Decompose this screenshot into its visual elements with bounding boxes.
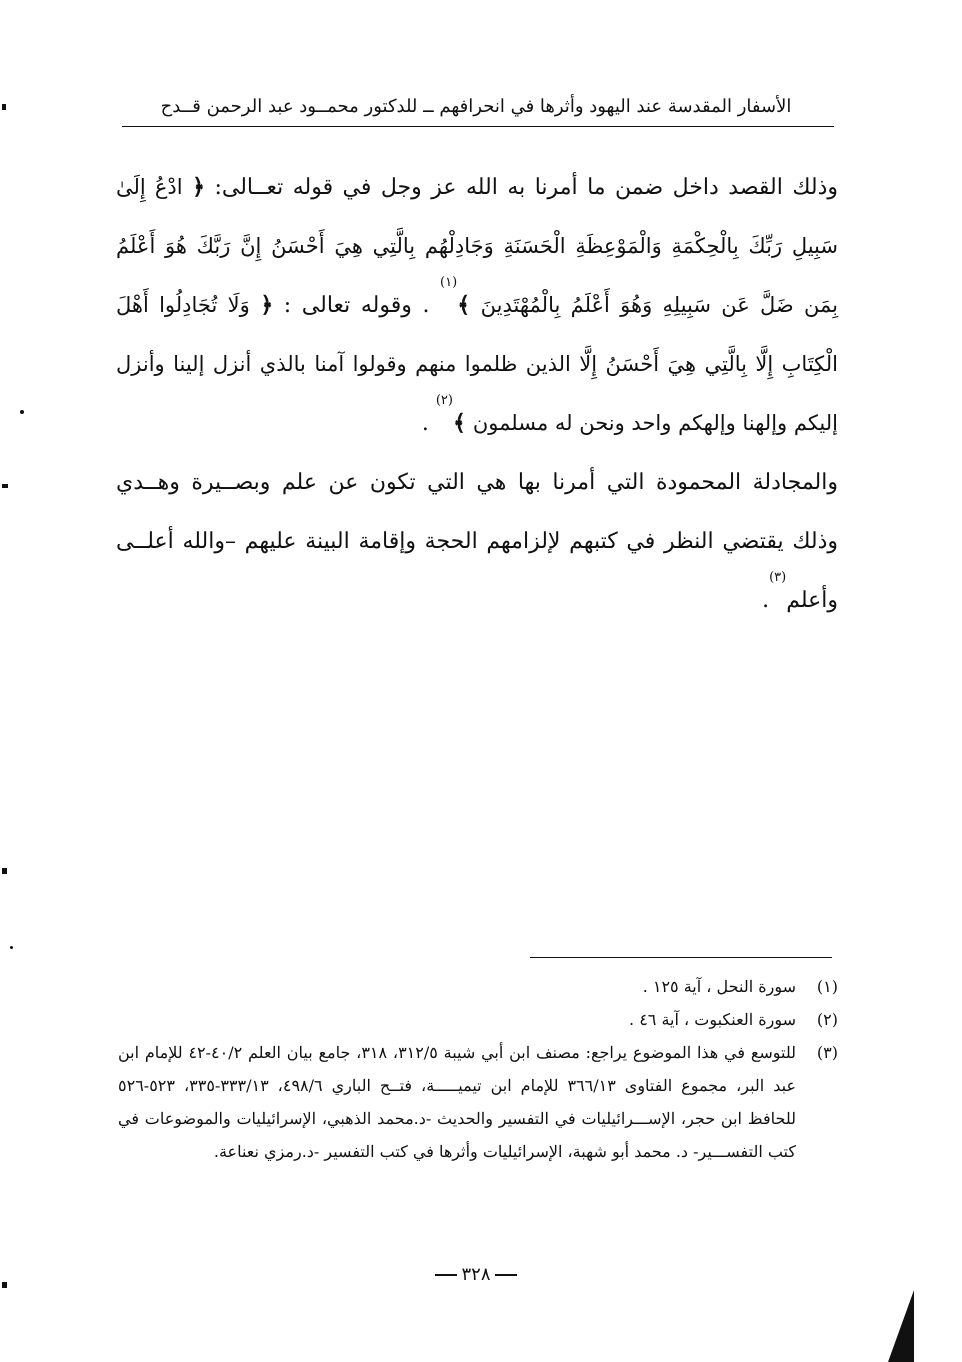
paragraph-2-text: والمجادلة المحمودة التي أمرنا بها هي التي تكون عن علم وبصــيرة وهــدي وذلك يقتضي النظر في كتبهم لإلزامهم الحجة وإقامة البينة عليهم –والله أعلــى وأعلم xyxy=(116,470,838,613)
paragraph-1 xyxy=(116,158,838,453)
paragraph-2 xyxy=(116,453,838,630)
page-number-dash xyxy=(495,1274,517,1276)
quran-bracket-close: ﴾ xyxy=(452,410,466,436)
footnote-ref-1: (١) xyxy=(440,275,458,290)
paragraph-1-intro: وذلك القصد داخل ضمن ما أمرنا به الله عز وجل في قوله تعــالى: xyxy=(204,175,838,200)
footnote-ref-2: (٢) xyxy=(435,393,453,408)
footnote-ref-3: (٣) xyxy=(769,570,787,585)
footnote-number: (١) xyxy=(816,977,838,996)
scan-speck xyxy=(2,1282,7,1288)
footnote-3 xyxy=(118,1036,838,1168)
scan-speck xyxy=(2,484,8,488)
scan-speck xyxy=(10,946,13,949)
footnote-2 xyxy=(118,1003,838,1036)
paragraph-2-end: . xyxy=(762,588,770,613)
paragraph-1-end: . xyxy=(421,411,436,436)
main-text xyxy=(116,158,838,630)
footnote-rule xyxy=(530,957,832,958)
running-header: الأسفار المقدسة عند اليهود وأثرها في انحرافهم ــ للدكتور محمــود عبد الرحمن قــدح xyxy=(160,96,792,117)
scan-speck xyxy=(20,410,24,414)
footnote-number: (٢) xyxy=(816,1010,838,1029)
scan-speck xyxy=(2,868,7,874)
quran-bracket-open: ﴿ xyxy=(192,174,205,200)
quran-bracket-close: ﴾ xyxy=(457,292,471,318)
header-rule xyxy=(122,126,834,127)
footnote-text: سورة النحل ، آية ١٢٥ . xyxy=(642,977,796,996)
quran-quote-2: وَلَا تُجَادِلُوا أَهْلَ الْكِتَابِ إِلَّا بِالَّتِي هِيَ أَحْسَنُ إِلَّا الذين ظلموا منهم وقولوا آمنا بالذي أنزل إلينا وأنزل إليكم وإلهنا وإلهكم واحد ونحن له مسلمون xyxy=(116,293,838,435)
paragraph-1-mid: . وقوله تعالى : xyxy=(273,293,441,318)
footnote-text: للتوسع في هذا الموضوع يراجع: مصنف ابن أبي شيبة ٣١٢/٥، ٣١٨، جامع بيان العلم ٤٠/٢-٤٢ للإمام ابن عبد البر، مجموع الفتاوى ٣٦٦/١٣ للإمام ابن تيميـــــة، فتــح الباري ٤٩٨/٦، ٣٣٣/١٣-٣٣٥، ٥٢٣-٥٢٦ للحافظ ابن حجر، الإســـرائيليات في التفسير والحديث -د.محمد الذهبي، الإسرائيليات والموضوعات في كتب التفســـير- د. محمد أبو شهبة، الإسرائيليات وأثرها في كتب التفسير -د.رمزي نعناعة. xyxy=(118,1043,797,1161)
footnote-number: (٣) xyxy=(816,1043,838,1062)
footnote-1 xyxy=(118,970,838,1003)
scan-speck xyxy=(2,104,6,110)
quran-quote-1: ادْعُ إِلَىٰ سَبِيلِ رَبِّكَ بِالْحِكْمَةِ وَالْمَوْعِظَةِ الْحَسَنَةِ وَجَادِلْهُم بِالَّتِي هِيَ أَحْسَنُ إِنَّ رَبَّكَ هُوَ أَعْلَمُ بِمَن ضَلَّ عَن سَبِيلِهِ وَهُوَ أَعْلَمُ بِالْمُهْتَدِينَ xyxy=(116,175,839,317)
footnotes xyxy=(118,970,838,1168)
page-number xyxy=(421,1264,531,1285)
scan-corner-shadow xyxy=(888,1290,914,1362)
footnote-text: سورة العنكبوت ، آية ٤٦ . xyxy=(629,1010,796,1029)
page-number-value: ٣٢٨ xyxy=(461,1264,491,1285)
page-number-dash xyxy=(435,1274,457,1276)
quran-bracket-open: ﴿ xyxy=(260,292,274,318)
